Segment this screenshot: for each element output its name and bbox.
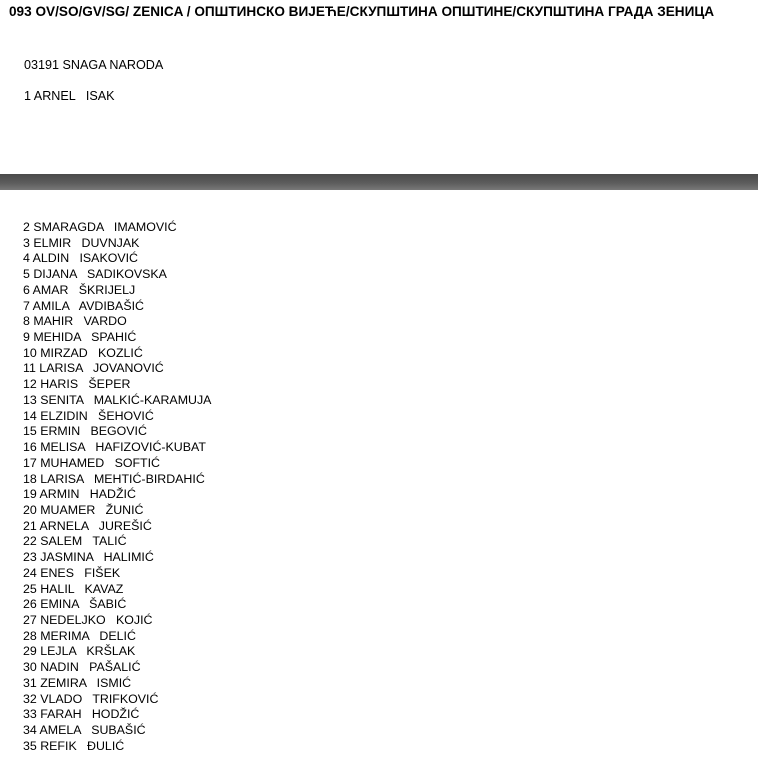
- candidate-list-item: 18 LARISA MEHTIĆ-BIRDAHIĆ: [23, 471, 205, 486]
- candidate-list-item: 10 MIRZAD KOZLIĆ: [23, 345, 143, 360]
- candidate-list-item: 19 ARMIN HADŽIĆ: [23, 487, 136, 502]
- candidate-list-item: 17 MUHAMED SOFTIĆ: [23, 455, 160, 470]
- candidate-list-item: 30 NADIN PAŠALIĆ: [23, 660, 141, 675]
- candidate-list-item: 7 AMILA AVDIBAŠIĆ: [23, 298, 144, 313]
- candidate-list-item: 20 MUAMER ŽUNIĆ: [23, 502, 144, 517]
- candidate-list-item: 25 HALIL KAVAZ: [23, 581, 124, 596]
- candidate-list-item: 12 HARIS ŠEPER: [23, 377, 131, 392]
- candidate-list-item: 16 MELISA HAFIZOVIĆ-KUBAT: [23, 440, 206, 455]
- candidate-list-item: 2 SMARAGDA IMAMOVIĆ: [23, 220, 177, 234]
- candidate-list-item: 27 NEDELJKO KOJIĆ: [23, 612, 153, 627]
- candidate-list: [23, 220, 211, 754]
- candidate-list-item: 33 FARAH HODŽIĆ: [23, 707, 140, 722]
- party-label: 03191 SNAGA NARODA: [24, 58, 164, 72]
- candidate-list-item: 5 DIJANA SADIKOVSKA: [23, 267, 167, 282]
- candidate-list-item: 24 ENES FIŠEK: [23, 565, 121, 580]
- candidate-list-item: 23 JASMINA HALIMIĆ: [23, 550, 154, 565]
- candidate-list-item: 32 VLADO TRIFKOVIĆ: [23, 691, 159, 706]
- candidate-list-item: 6 AMAR ŠKRIJELJ: [23, 282, 136, 297]
- candidate-list-item: 15 ERMIN BEGOVIĆ: [23, 424, 147, 439]
- candidate-list-item: 8 MAHIR VARDO: [23, 314, 127, 329]
- candidate-list-item: 29 LEJLA KRŠLAK: [23, 644, 136, 659]
- candidate-list-item: 9 MEHIDA SPAHIĆ: [23, 330, 137, 345]
- candidate-list-item: 11 LARISA JOVANOVIĆ: [23, 361, 164, 376]
- candidate-list-item: 28 MERIMA DELIĆ: [23, 628, 136, 643]
- lead-candidate: 1 ARNEL ISAK: [24, 89, 115, 103]
- page-title: 093 OV/SO/GV/SG/ ZENICA / ОПШТИНСКО ВИЈЕЋЕ/СКУПШТИНА ОПШТИНЕ/СКУПШТИНА ГРАДА ЗЕНИЦА: [9, 4, 715, 19]
- candidate-list-item: 14 ELZIDIN ŠEHOVIĆ: [23, 408, 154, 423]
- candidate-list-item: 26 EMINA ŠABIĆ: [23, 597, 127, 612]
- candidate-list-item: 3 ELMIR DUVNJAK: [23, 235, 140, 250]
- candidate-list-item: 35 REFIK ĐULIĆ: [23, 738, 125, 753]
- candidate-list-item: 22 SALEM TALIĆ: [23, 534, 127, 549]
- section-divider: [0, 174, 758, 190]
- candidate-list-item: 4 ALDIN ISAKOVIĆ: [23, 251, 139, 266]
- candidate-list-item: 34 AMELA SUBAŠIĆ: [23, 723, 146, 737]
- candidate-list-item: 31 ZEMIRA ISMIĆ: [23, 675, 132, 690]
- candidate-list-item: 13 SENITA MALKIĆ-KARAMUJA: [23, 392, 212, 407]
- candidate-list-item: 21 ARNELA JUREŠIĆ: [23, 518, 152, 533]
